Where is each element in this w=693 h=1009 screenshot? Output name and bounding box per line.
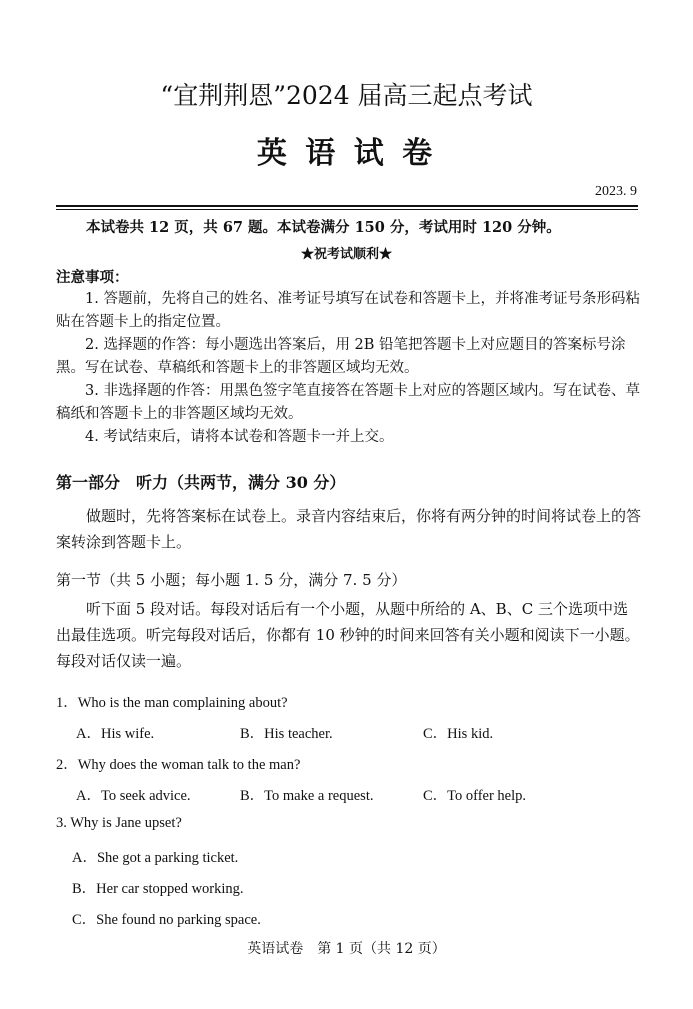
part1-intro-text: 做题时，先将答案标在试卷上。录音内容结束后，你将有两分钟的时间将试卷上的答案转涂到答题卡上。 — [56, 507, 642, 551]
question-1-option-b: B．His teacher. — [240, 726, 333, 742]
wish-line: ★祝考试顺利★ — [300, 247, 392, 262]
section1-heading: 第一节（共 5 小题；每小题 1. 5 分，满分 7. 5 分） — [56, 571, 407, 589]
note-item-3: 3. 非选择题的作答：用黑色签字笔直接答在答题卡上对应的答题区域内。写在试卷、草稿纸和答题卡上的非答题区域均无效。 — [56, 383, 640, 422]
question-2-stem: 2．Why does the woman talk to the man? — [56, 757, 301, 773]
note-item-2: 2. 选择题的作答：每小题选出答案后，用 2B 铅笔把答题卡上对应题目的答案标号涂黑。写在试卷、草稿纸和答题卡上的非答题区域均无效。 — [56, 337, 626, 376]
page-footer: 英语试卷 第 1 页（共 12 页） — [247, 941, 446, 957]
question-1-option-c: C．His kid. — [423, 726, 494, 742]
question-1-stem: 1．Who is the man complaining about? — [56, 695, 288, 711]
exam-date: 2023. 9 — [595, 184, 637, 199]
part1-intro — [56, 503, 641, 555]
header-rule-thick — [56, 205, 638, 207]
notes-heading: 注意事项： — [56, 269, 129, 286]
part1-heading: 第一部分 听力（共两节，满分 30 分） — [56, 473, 346, 492]
notes-list — [56, 288, 641, 449]
question-2-option-b: B．To make a request. — [240, 788, 374, 804]
section1-intro-text: 听下面 5 段对话。每段对话后有一个小题，从题中所给的 A、B、C 三个选项中选出最佳选项。听完每段对话后，你都有 10 秒钟的时间来回答有关小题和阅读下一小题。每段对话仅读一遍。 — [56, 600, 640, 670]
exam-title: “宜荆荆恩”2024 届高三起点考试 — [160, 81, 533, 110]
note-item-1: 1. 答题前，先将自己的姓名、准考证号填写在试卷和答题卡上，并将准考证号条形码粘贴在答题卡上的指定位置。 — [56, 291, 640, 330]
question-3-option-b: B．Her car stopped working. — [72, 881, 244, 897]
question-2-option-c: C．To offer help. — [423, 788, 527, 804]
question-2-option-a: A．To seek advice. — [76, 788, 191, 804]
question-1-option-a: A．His wife. — [76, 726, 155, 742]
section1-intro — [56, 596, 641, 674]
question-3-option-c: C．She found no parking space. — [72, 912, 261, 928]
exam-subtitle: 英 语 试 卷 — [256, 136, 437, 171]
note-item-4: 4. 考试结束后，请将本试卷和答题卡一并上交。 — [85, 429, 394, 445]
header-rule-thin — [56, 209, 638, 210]
exam-summary: 本试卷共 12 页，共 67 题。本试卷满分 150 分，考试用时 120 分钟。 — [86, 219, 561, 236]
question-3-option-a: A．She got a parking ticket. — [72, 850, 239, 866]
question-3-stem: 3. Why is Jane upset? — [56, 815, 182, 831]
